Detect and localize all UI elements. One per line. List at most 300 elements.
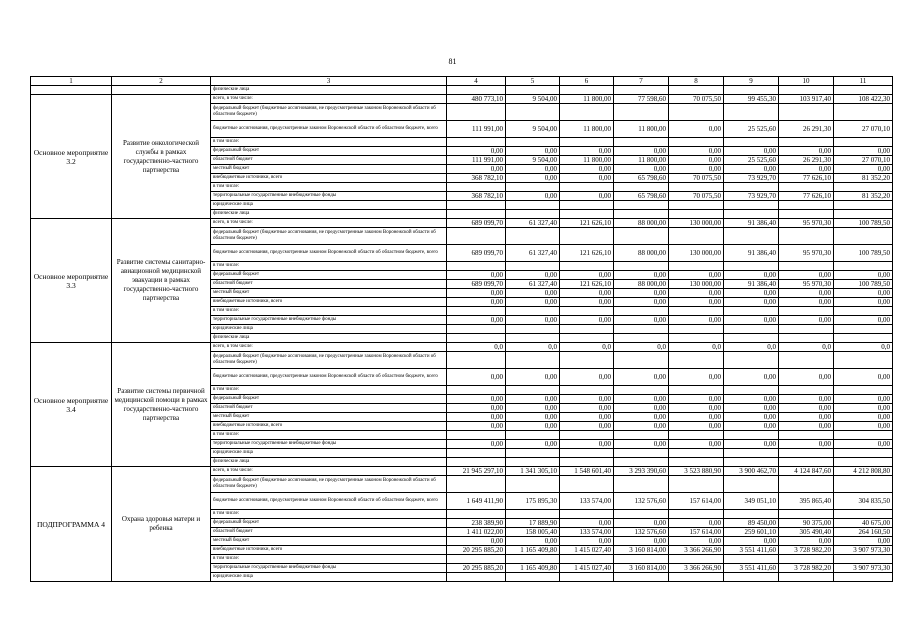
amount-cell [779,201,834,210]
amount-cell: 689 099,70 [447,245,506,262]
amount-cell: 0,00 [669,271,724,280]
amount-cell: 0,00 [506,440,560,449]
amount-cell: 0,00 [447,422,506,431]
amount-cell [614,228,669,245]
amount-cell: 259 601,10 [724,528,779,537]
amount-cell: 1 415 027,40 [560,546,614,555]
amount-cell [506,201,560,210]
amount-cell [560,307,614,316]
amount-cell: 0,00 [560,147,614,156]
event-name-cell [112,86,211,95]
amount-cell [779,555,834,564]
amount-cell: 0,0 [560,343,614,352]
amount-cell: 0,00 [506,147,560,156]
amount-cell [779,431,834,440]
amount-cell [834,228,893,245]
amount-cell: 0,00 [506,537,560,546]
amount-cell [560,573,614,582]
amount-cell [724,183,779,192]
funding-source-label: юридические лица [211,573,447,582]
amount-cell: 0,00 [560,298,614,307]
amount-cell: 3 728 982,20 [779,564,834,573]
amount-cell [724,334,779,343]
amount-cell: 0,00 [560,440,614,449]
amount-cell: 3 160 814,00 [614,546,669,555]
amount-cell: 88 000,00 [614,280,669,289]
amount-cell [560,449,614,458]
amount-cell: 81 352,20 [834,192,893,201]
amount-cell [506,352,560,369]
amount-cell [724,458,779,467]
funding-source-label: областной бюджет [211,280,447,289]
amount-cell [834,307,893,316]
amount-cell [669,573,724,582]
amount-cell [560,458,614,467]
amount-cell [447,555,506,564]
amount-cell: 121 626,10 [560,280,614,289]
amount-cell: 0,00 [669,121,724,138]
amount-cell: 0,00 [724,537,779,546]
amount-cell: 73 929,70 [724,174,779,183]
amount-cell: 61 327,40 [506,245,560,262]
amount-cell [447,104,506,121]
amount-cell: 108 422,30 [834,95,893,104]
amount-cell [669,210,724,219]
funding-source-label: в том числе: [211,386,447,395]
amount-cell: 26 291,30 [779,156,834,165]
amount-cell: 3 907 973,30 [834,564,893,573]
amount-cell: 0,00 [506,413,560,422]
column-header: 1 [31,77,112,86]
amount-cell: 0,0 [506,343,560,352]
amount-cell: 111 991,00 [447,121,506,138]
amount-cell: 77 626,10 [779,192,834,201]
event-type-cell: ПОДПРОГРАММА 4 [31,467,112,582]
amount-cell: 0,00 [669,519,724,528]
amount-cell [447,228,506,245]
amount-cell: 11 800,00 [560,95,614,104]
amount-cell [724,138,779,147]
funding-source-label: внебюджетные источники, всего [211,298,447,307]
amount-cell [669,325,724,334]
amount-cell [447,262,506,271]
amount-cell [560,555,614,564]
amount-cell [447,449,506,458]
amount-cell [614,325,669,334]
amount-cell: 0,00 [614,404,669,413]
funding-source-label: территориальные государственные внебюджетные фонды [211,564,447,573]
amount-cell [669,386,724,395]
amount-cell [560,431,614,440]
amount-cell [669,476,724,493]
amount-cell: 100 789,50 [834,245,893,262]
amount-cell [834,334,893,343]
amount-cell: 0,00 [669,165,724,174]
amount-cell: 0,00 [669,298,724,307]
amount-cell [506,510,560,519]
amount-cell [506,183,560,192]
amount-cell [614,334,669,343]
amount-cell: 0,00 [724,289,779,298]
amount-cell [447,86,506,95]
amount-cell [834,352,893,369]
amount-cell [779,458,834,467]
funding-source-label: юридические лица [211,449,447,458]
amount-cell [669,138,724,147]
amount-cell: 61 327,40 [506,280,560,289]
amount-cell: 0,00 [447,298,506,307]
amount-cell: 0,00 [506,174,560,183]
amount-cell: 77 626,10 [779,174,834,183]
amount-cell [447,183,506,192]
amount-cell: 0,00 [669,413,724,422]
amount-cell: 0,00 [669,422,724,431]
amount-cell: 0,00 [560,395,614,404]
amount-cell [506,86,560,95]
amount-cell: 0,00 [834,271,893,280]
funding-source-label: в том числе: [211,262,447,271]
amount-cell [560,104,614,121]
amount-cell: 0,00 [560,413,614,422]
amount-cell [560,325,614,334]
amount-cell [724,201,779,210]
event-name-cell: Развитие онкологической службы в рамках государственно-частного партнерства [112,95,211,219]
amount-cell: 0,00 [724,395,779,404]
amount-cell: 0,00 [669,404,724,413]
amount-cell: 88 000,00 [614,245,669,262]
amount-cell [779,352,834,369]
amount-cell: 20 295 885,20 [447,564,506,573]
amount-cell: 0,00 [447,316,506,325]
amount-cell: 0,0 [614,343,669,352]
amount-cell [447,352,506,369]
amount-cell [614,431,669,440]
amount-cell [614,458,669,467]
column-header: 4 [447,77,506,86]
column-header: 10 [779,77,834,86]
amount-cell: 368 782,10 [447,174,506,183]
funding-source-label: физические лица [211,334,447,343]
page-number: 81 [448,57,457,66]
amount-cell [614,476,669,493]
amount-cell [724,555,779,564]
amount-cell: 0,00 [724,298,779,307]
column-header: 8 [669,77,724,86]
amount-cell: 0,00 [834,147,893,156]
amount-cell: 9 504,00 [506,156,560,165]
amount-cell: 91 386,40 [724,245,779,262]
amount-cell: 305 490,40 [779,528,834,537]
amount-cell: 133 574,00 [560,493,614,510]
amount-cell: 27 070,10 [834,156,893,165]
amount-cell [669,555,724,564]
amount-cell: 0,00 [506,192,560,201]
amount-cell: 1 415 027,40 [560,564,614,573]
amount-cell [506,262,560,271]
amount-cell: 3 551 411,60 [724,564,779,573]
amount-cell [614,138,669,147]
amount-cell [669,449,724,458]
amount-cell: 3 366 266,90 [669,564,724,573]
event-type-cell: Основное мероприятие 3.3 [31,219,112,343]
amount-cell: 0,00 [724,147,779,156]
amount-cell: 0,0 [834,343,893,352]
amount-cell [447,138,506,147]
amount-cell: 0,00 [614,519,669,528]
amount-cell: 0,00 [724,440,779,449]
amount-cell: 0,00 [447,289,506,298]
amount-cell: 0,00 [506,422,560,431]
amount-cell [834,386,893,395]
event-type-cell: Основное мероприятие 3.2 [31,95,112,219]
amount-cell: 0,00 [779,298,834,307]
amount-cell: 0,00 [560,174,614,183]
amount-cell [779,386,834,395]
amount-cell: 0,00 [779,422,834,431]
amount-cell: 0,00 [779,413,834,422]
funding-source-label: в том числе: [211,555,447,564]
amount-cell: 480 773,10 [447,95,506,104]
event-name-cell: Развитие системы первичной медицинской помощи в рамках государственно-частного партнерства [112,343,211,467]
amount-cell: 77 598,60 [614,95,669,104]
amount-cell: 27 070,10 [834,121,893,138]
amount-cell: 0,00 [669,147,724,156]
amount-cell [724,476,779,493]
amount-cell: 0,00 [669,440,724,449]
funding-source-label: бюджетные ассигнования, предусмотренные законом Воронежской области об областном бюджете, всего [211,369,447,386]
amount-cell: 0,00 [834,316,893,325]
amount-cell: 0,00 [724,413,779,422]
amount-cell [447,476,506,493]
amount-cell: 238 389,90 [447,519,506,528]
amount-cell: 4 212 808,80 [834,467,893,476]
amount-cell [560,183,614,192]
amount-cell [506,325,560,334]
amount-cell: 70 075,50 [669,95,724,104]
amount-cell [834,573,893,582]
amount-cell [614,352,669,369]
funding-source-label: внебюджетные источники, всего [211,174,447,183]
amount-cell [506,431,560,440]
amount-cell: 0,00 [779,316,834,325]
amount-cell [834,183,893,192]
amount-cell [834,458,893,467]
amount-cell: 0,00 [560,316,614,325]
amount-cell: 0,00 [560,537,614,546]
amount-cell [724,325,779,334]
amount-cell [447,201,506,210]
amount-cell: 0,00 [506,298,560,307]
amount-cell [669,104,724,121]
amount-cell: 111 991,00 [447,156,506,165]
amount-cell: 0,00 [834,298,893,307]
amount-cell: 95 970,30 [779,245,834,262]
event-type-cell [31,86,112,95]
amount-cell [506,138,560,147]
amount-cell: 0,00 [669,395,724,404]
amount-cell: 0,00 [669,316,724,325]
amount-cell [506,458,560,467]
amount-cell: 0,00 [779,537,834,546]
amount-cell: 0,0 [447,343,506,352]
amount-cell: 0,00 [834,440,893,449]
amount-cell: 100 789,50 [834,280,893,289]
table-row [31,86,893,95]
amount-cell [669,431,724,440]
amount-cell [614,573,669,582]
amount-cell: 158 005,40 [506,528,560,537]
amount-cell [724,431,779,440]
amount-cell [724,449,779,458]
amount-cell: 0,00 [506,271,560,280]
funding-source-label: физические лица [211,86,447,95]
table-row [31,219,893,228]
amount-cell: 0,00 [834,413,893,422]
amount-cell [506,573,560,582]
amount-cell: 91 386,40 [724,219,779,228]
amount-cell: 1 411 022,00 [447,528,506,537]
funding-source-label: физические лица [211,458,447,467]
amount-cell: 3 907 973,30 [834,546,893,555]
amount-cell: 132 576,60 [614,528,669,537]
amount-cell [724,228,779,245]
amount-cell: 133 574,00 [560,528,614,537]
amount-cell: 0,00 [779,404,834,413]
amount-cell: 0,00 [560,369,614,386]
amount-cell [834,201,893,210]
funding-source-label: федеральный бюджет [211,271,447,280]
funding-source-label: в том числе: [211,183,447,192]
amount-cell [724,104,779,121]
amount-cell: 395 865,40 [779,493,834,510]
amount-cell [834,555,893,564]
amount-cell [506,555,560,564]
amount-cell [779,573,834,582]
amount-cell: 0,00 [560,271,614,280]
funding-source-label: областной бюджет [211,528,447,537]
funding-source-label: в том числе: [211,307,447,316]
funding-source-label: бюджетные ассигнования, предусмотренные законом Воронежской области об областном бюджете, всего [211,245,447,262]
amount-cell: 132 576,60 [614,493,669,510]
amount-cell: 0,00 [447,271,506,280]
amount-cell: 0,00 [560,289,614,298]
amount-cell: 1 548 601,40 [560,467,614,476]
amount-cell [614,449,669,458]
amount-cell: 3 900 462,70 [724,467,779,476]
amount-cell: 11 800,00 [560,156,614,165]
amount-cell: 0,00 [506,316,560,325]
amount-cell [834,431,893,440]
amount-cell: 121 626,10 [560,219,614,228]
amount-cell: 25 525,60 [724,121,779,138]
amount-cell: 0,00 [779,369,834,386]
amount-cell [560,334,614,343]
amount-cell: 0,00 [614,369,669,386]
amount-cell [724,386,779,395]
funding-source-label: бюджетные ассигнования, предусмотренные законом Воронежской области об областном бюджете, всего [211,121,447,138]
column-header: 11 [834,77,893,86]
amount-cell [834,86,893,95]
amount-cell: 304 835,50 [834,493,893,510]
amount-cell [779,228,834,245]
amount-cell [669,201,724,210]
amount-cell [669,228,724,245]
amount-cell [834,262,893,271]
funding-source-label: местный бюджет [211,413,447,422]
funding-source-label: внебюджетные источники, всего [211,546,447,555]
amount-cell: 0,00 [724,369,779,386]
amount-cell [834,325,893,334]
amount-cell [669,86,724,95]
amount-cell: 0,00 [614,413,669,422]
table-row [31,467,893,476]
amount-cell [447,458,506,467]
funding-source-label: местный бюджет [211,289,447,298]
funding-source-label: всего, в том числе: [211,467,447,476]
amount-cell [834,138,893,147]
amount-cell: 3 160 814,00 [614,564,669,573]
funding-source-label: местный бюджет [211,537,447,546]
amount-cell [560,510,614,519]
amount-cell [614,510,669,519]
amount-cell: 17 889,90 [506,519,560,528]
column-header: 7 [614,77,669,86]
amount-cell [779,325,834,334]
amount-cell: 0,00 [614,165,669,174]
amount-cell: 70 075,50 [669,192,724,201]
amount-cell [447,210,506,219]
amount-cell [614,104,669,121]
amount-cell: 349 051,10 [724,493,779,510]
amount-cell [506,334,560,343]
amount-cell [779,183,834,192]
amount-cell: 0,00 [724,271,779,280]
amount-cell: 0,00 [834,422,893,431]
amount-cell: 1 649 411,90 [447,493,506,510]
amount-cell [779,86,834,95]
amount-cell: 9 504,00 [506,95,560,104]
amount-cell: 90 375,00 [779,519,834,528]
amount-cell: 0,00 [614,440,669,449]
amount-cell: 25 525,60 [724,156,779,165]
funding-source-label: территориальные государственные внебюджетные фонды [211,440,447,449]
budget-table [30,76,893,582]
amount-cell [669,183,724,192]
amount-cell: 91 386,40 [724,280,779,289]
amount-cell [779,104,834,121]
amount-cell: 0,00 [614,147,669,156]
amount-cell [834,210,893,219]
amount-cell [724,210,779,219]
amount-cell: 0,00 [506,165,560,174]
funding-source-label: всего, в том числе: [211,219,447,228]
column-header: 6 [560,77,614,86]
amount-cell: 130 000,00 [669,280,724,289]
funding-source-label: в том числе: [211,431,447,440]
amount-cell: 70 075,50 [669,174,724,183]
amount-cell [560,201,614,210]
amount-cell [724,573,779,582]
amount-cell: 157 614,00 [669,493,724,510]
amount-cell: 0,00 [779,271,834,280]
amount-cell [560,210,614,219]
amount-cell [669,510,724,519]
amount-cell: 0,00 [506,289,560,298]
funding-source-label: областной бюджет [211,404,447,413]
amount-cell: 0,00 [560,422,614,431]
amount-cell: 0,00 [614,537,669,546]
amount-cell [614,555,669,564]
